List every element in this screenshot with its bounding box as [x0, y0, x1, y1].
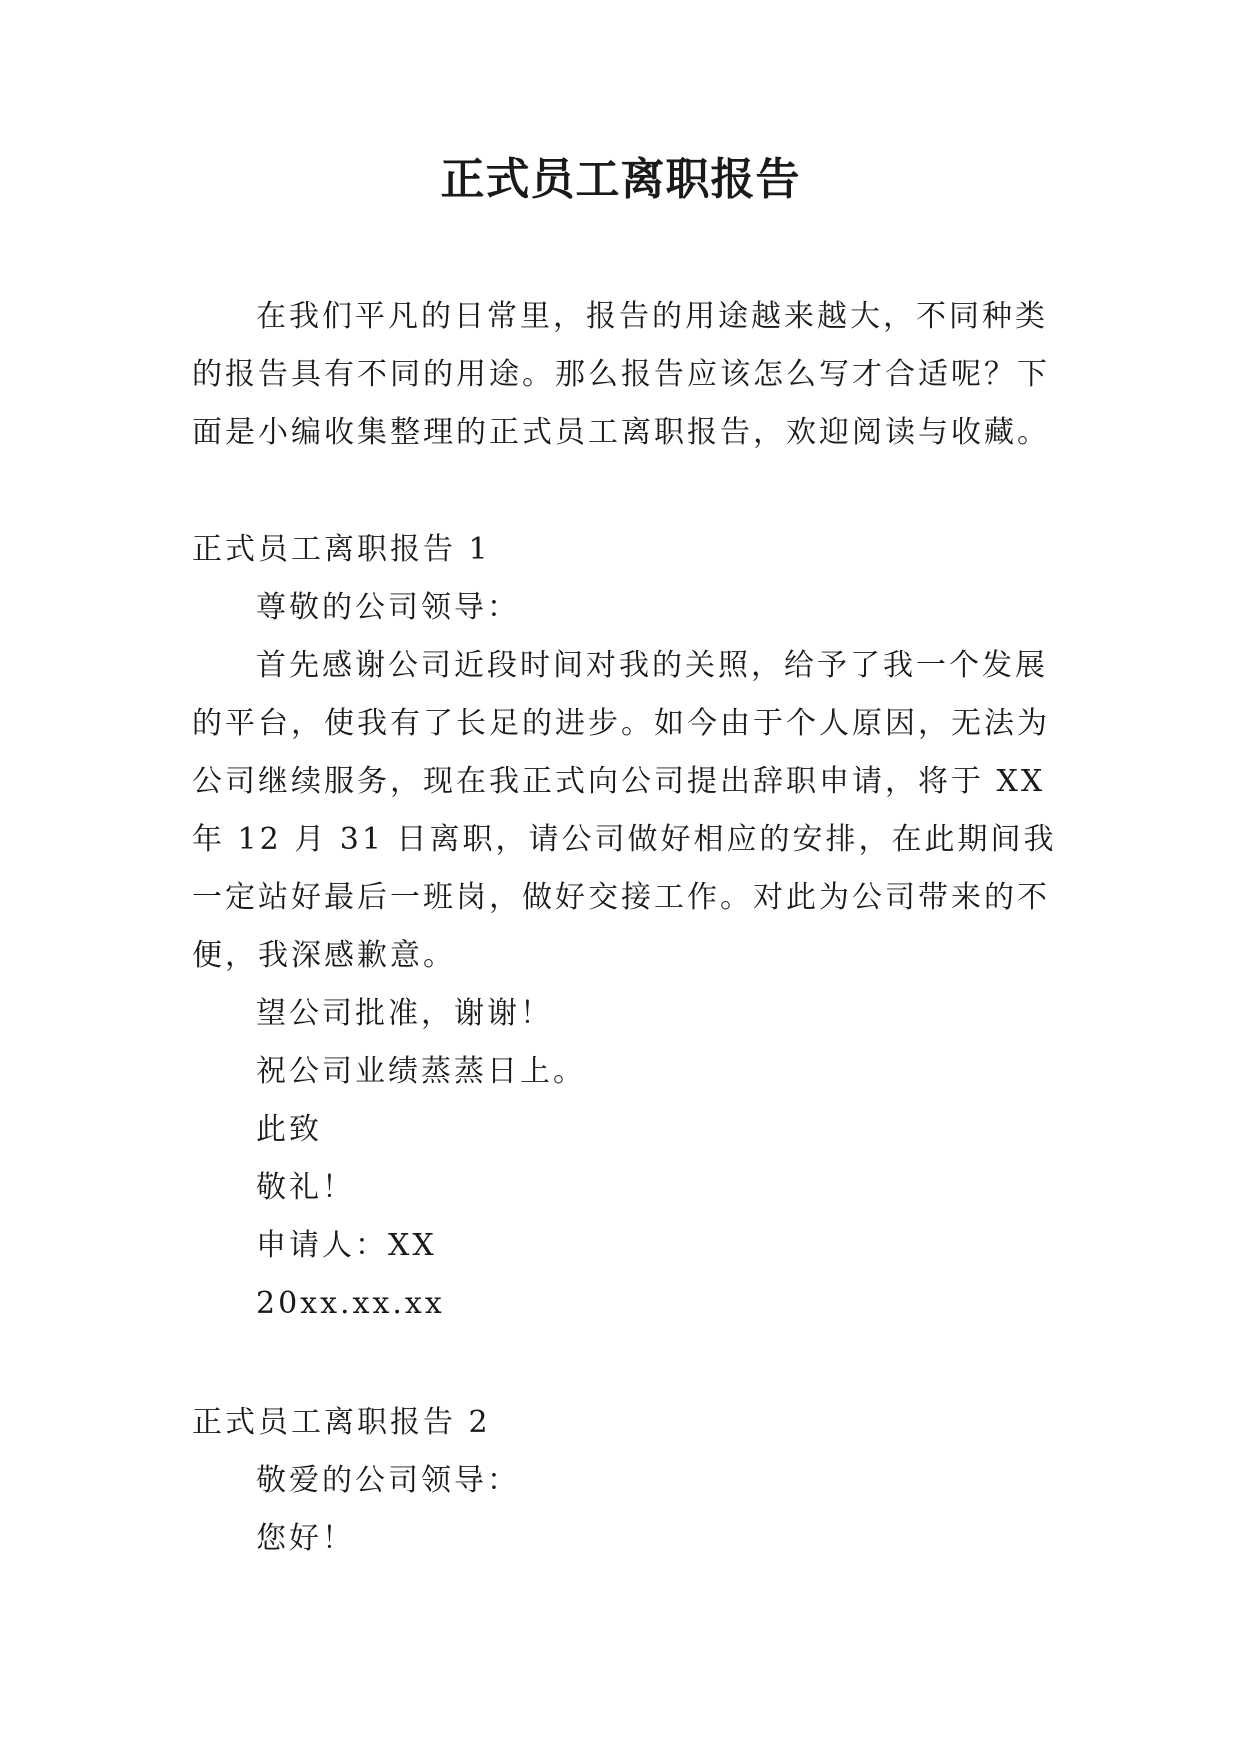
- document-title: 正式员工离职报告: [440, 154, 801, 205]
- section-1-wish: 祝公司业绩蒸蒸日上。: [256, 1054, 586, 1089]
- section-2-greeting: 您好！: [256, 1521, 355, 1556]
- section-2-heading: 正式员工离职报告 2: [192, 1405, 491, 1440]
- section-1-body-paragraph: 首先感谢公司近段时间对我的关照，给予了我一个发展的平台，使我有了长足的进步。如今由于个人原因，无法为公司继续服务，现在我正式向公司提出辞职申请，将于 XX 年 12 月 31 日离职，请公司做好相应的安排，在此期间我一定站好最后一班岗，做好交接工作。对此为公司带来的不便，我深感歉意。: [192, 648, 1057, 973]
- section-1-closing-1: 此致: [256, 1112, 322, 1147]
- section-1-heading: 正式员工离职报告 1: [192, 532, 491, 567]
- section-1: [192, 521, 1064, 1333]
- intro-paragraph: 在我们平凡的日常里，报告的用途越来越大，不同种类的报告具有不同的用途。那么报告应该怎么写才合适呢？下面是小编收集整理的正式员工离职报告，欢迎阅读与收藏。: [192, 299, 1050, 450]
- section-1-request: 望公司批准，谢谢！: [256, 996, 553, 1031]
- intro-block: [192, 288, 1064, 462]
- section-1-applicant: 申请人：XX: [256, 1228, 437, 1263]
- section-2: [192, 1394, 1064, 1568]
- section-1-salutation: 尊敬的公司领导：: [256, 590, 520, 625]
- section-2-salutation: 敬爱的公司领导：: [256, 1463, 520, 1498]
- section-1-date: 20xx.xx.xx: [256, 1286, 445, 1321]
- section-1-closing-2: 敬礼！: [256, 1170, 355, 1205]
